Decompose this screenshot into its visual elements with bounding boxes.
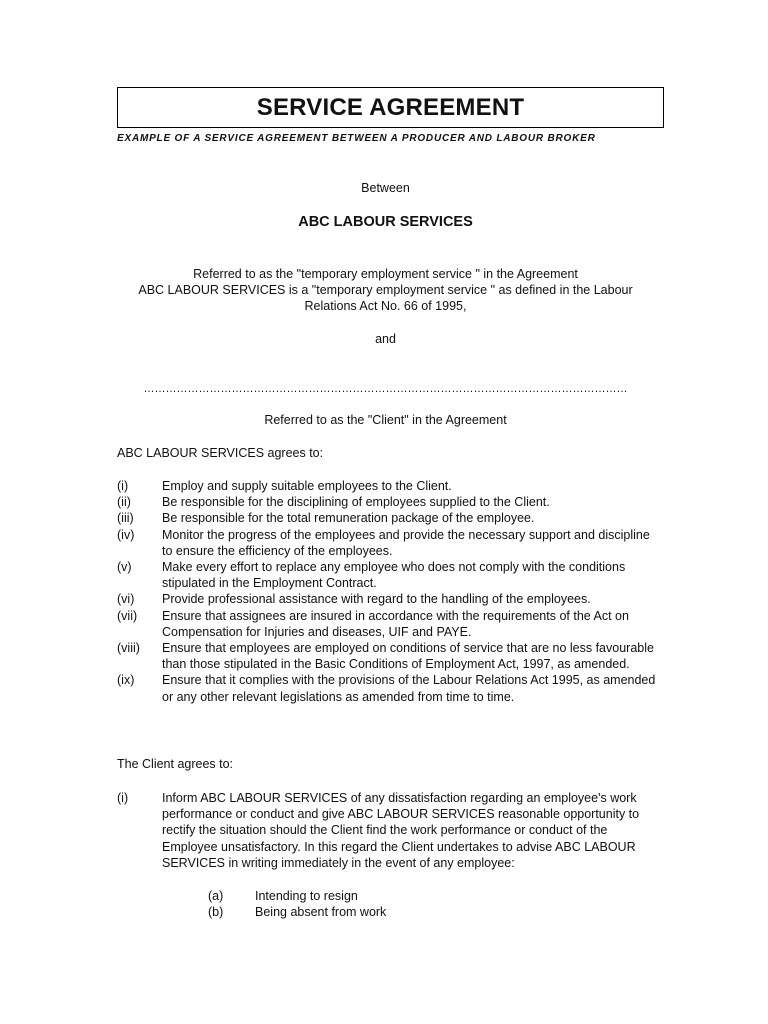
list-item <box>117 559 657 591</box>
item-number: (ix) <box>117 673 135 688</box>
abc-obligations-list <box>117 478 657 705</box>
item-text: Employ and supply suitable employees to the Client. <box>162 479 452 493</box>
item-text: Intending to resign <box>255 889 358 903</box>
item-number: (iii) <box>117 511 134 526</box>
item-number: (iv) <box>117 527 135 542</box>
client-agrees-heading: The Client agrees to: <box>117 757 234 771</box>
item-text: Make every effort to replace any employee who does not comply with the conditions stipulated in the Employment Contract. <box>162 560 626 591</box>
client-subitems-list <box>208 888 386 920</box>
item-number: (a) <box>208 889 224 903</box>
item-number: (i) <box>117 791 129 805</box>
item-text: Provide professional assistance with regard to the handling of the employees. <box>162 592 591 607</box>
between-label: Between <box>361 181 410 195</box>
list-item <box>208 904 386 920</box>
item-text: Be responsible for the disciplining of employees supplied to the Client. <box>162 495 550 510</box>
item-number: (i) <box>117 479 129 493</box>
client-obligations-list <box>117 790 657 871</box>
and-label: and <box>375 332 396 346</box>
list-item <box>117 608 657 640</box>
title-box <box>117 87 664 128</box>
item-text: Ensure that assignees are insured in accordance with the requirements of the Act on Compensation for Injuries and diseases, UIF and PAYE. <box>162 608 629 639</box>
list-item <box>117 478 657 494</box>
list-item <box>208 888 386 904</box>
item-number: (b) <box>208 905 224 920</box>
item-text: Be responsible for the total remuneration package of the employee. <box>162 511 535 526</box>
company-name: ABC LABOUR SERVICES <box>298 214 473 230</box>
client-reference: Referred to as the "Client" in the Agreement <box>264 413 507 427</box>
list-item <box>117 494 657 510</box>
tes-reference <box>117 266 654 314</box>
tes-reference-line-1: Referred to as the "temporary employment service " in the Agreement <box>193 267 578 281</box>
list-item <box>117 790 657 871</box>
document-subtitle: EXAMPLE OF A SERVICE AGREEMENT BETWEEN A PRODUCER AND LABOUR BROKER <box>117 133 596 144</box>
item-text: Ensure that it complies with the provisions of the Labour Relations Act 1995, as amended or any other relevant legislations as amended from time to time. <box>162 673 656 704</box>
item-text: Being absent from work <box>255 905 387 920</box>
item-text: Inform ABC LABOUR SERVICES of any dissatisfaction regarding an employee's work performance or conduct and give ABC LABOUR SERVICES reasonable opportunity to rectify the situation should the Client find the work performance or conduct of the Employee unsatisfactory. In this regard the Client undertakes to advise ABC LABOUR SERVICES in writing immediately in the event of any employee: <box>162 791 640 870</box>
tes-reference-line-2: ABC LABOUR SERVICES is a "temporary employment service " as defined in the Labour <box>138 283 633 297</box>
client-name-blank: …………………………………………………………………………………………………………………… <box>143 383 628 395</box>
item-number: (vi) <box>117 592 135 607</box>
abc-agrees-heading: ABC LABOUR SERVICES agrees to: <box>117 446 324 460</box>
list-item <box>117 591 657 607</box>
tes-reference-line-3: Relations Act No. 66 of 1995, <box>304 299 467 313</box>
item-text: Ensure that employees are employed on conditions of service that are no less favourable than those stipulated in the Basic Conditions of Employment Act, 1997, as amended. <box>162 641 654 672</box>
document-title: SERVICE AGREEMENT <box>256 93 525 121</box>
item-number: (v) <box>117 560 132 575</box>
list-item <box>117 527 657 559</box>
list-item <box>117 672 657 704</box>
list-item <box>117 510 657 526</box>
item-number: (ii) <box>117 495 131 510</box>
item-number: (viii) <box>117 641 140 656</box>
item-text: Monitor the progress of the employees and provide the necessary support and discipline to ensure the efficiency of the employees. <box>162 527 650 558</box>
list-item <box>117 640 657 672</box>
item-number: (vii) <box>117 608 138 623</box>
